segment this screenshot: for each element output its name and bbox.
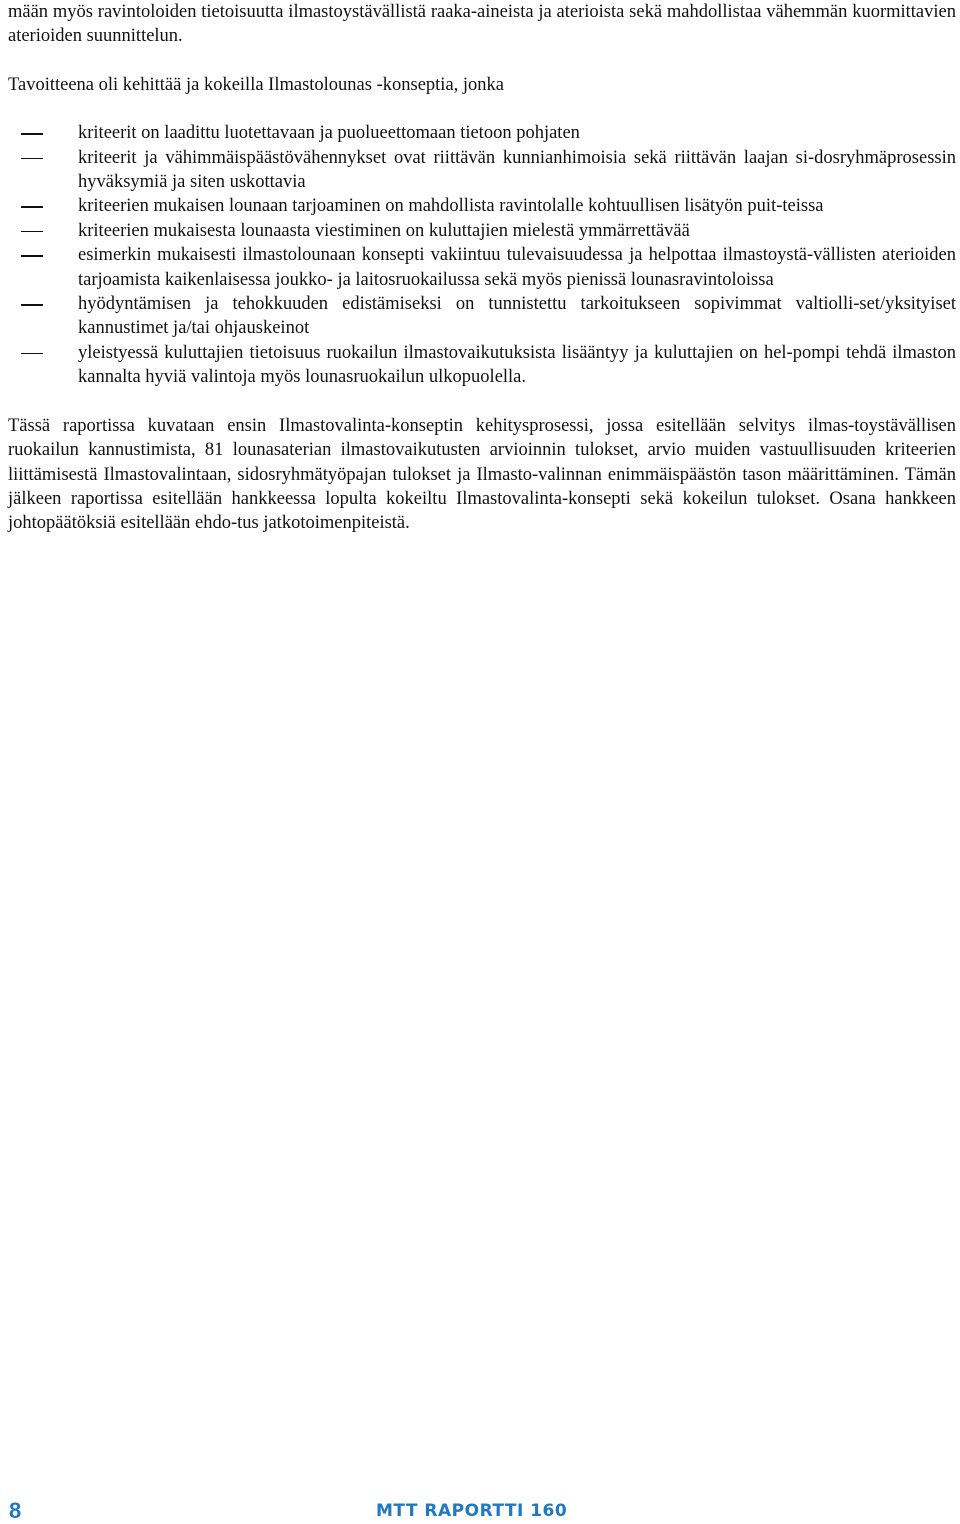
page-body [8,0,956,536]
list-item: kriteerien mukaisesta lounaasta viestiminen on kuluttajien mielestä ymmärrettävää [8,219,956,243]
series-title: MTT RAPORTTI 160 [376,1501,568,1521]
paragraph-report-overview: Tässä raportissa kuvataan ensin Ilmastovalinta-konseptin kehitysprosessi, jossa esitellään selvitys ilmas-toystävällisen ruokailun kannustimista, 81 lounasaterian ilmastovaikutusten arvioinnin tulokset, arvio muiden vastuullisuuden kriteerien liittämisestä Ilmastovalintaan, sidosryhmätyöpajan tulokset ja Ilmasto-valinnan enimmäispäästön tason määrittäminen. Tämän jälkeen raportissa esitellään hankkeessa lopulta kokeiltu Ilmastovalinta-konsepti sekä kokeilun tulokset. Osana hankkeen johtopäätöksiä esitellään ehdo-tus jatkotoimenpiteistä. [8,415,956,534]
list-item: esimerkin mukaisesti ilmastolounaan konsepti vakiintuu tulevaisuudessa ja helpottaa ilmastoystä-vällisten aterioiden tarjoamista kaikenlaisessa joukko- ja laitosruokailussa sekä myös pienissä lounasravintoloissa [8,243,956,292]
dash-bullet-icon [21,206,43,208]
dash-bullet-icon [21,158,43,160]
paragraph-continuation: mään myös ravintoloiden tietoisuutta ilmastoystävällistä raaka-aineista ja aterioista sekä mahdollistaa vähemmän kuormittavien aterioiden suunnittelun. [8,2,956,47]
dash-bullet-icon [21,304,43,306]
dash-bullet-icon [21,231,43,233]
page-number: 8 [9,1498,22,1523]
list-item: hyödyntämisen ja tehokkuuden edistämiseksi on tunnistettu tarkoitukseen sopivimmat valtiolli-set/yksityiset kannustimet ja/tai ohjauskeinot [8,292,956,341]
list-item: kriteerit ja vähimmäispäästövähennykset ovat riittävän kunnianhimoisia sekä riittävän laajan si-dosryhmäprosessin hyväksymiä ja siten uskottavia [8,146,956,195]
dash-bullet-icon [21,353,43,355]
list-item: yleistyessä kuluttajien tietoisuus ruokailun ilmastovaikutuksista lisääntyy ja kuluttajien on hel-pompi tehdä ilmaston kannalta hyviä valintoja myös lounasruokailun ulkopuolella. [8,341,956,390]
dash-bullet-icon [21,255,43,257]
list-item: kriteerien mukaisen lounaan tarjoaminen on mahdollista ravintolalle kohtuullisen lisätyön puit-teissa [8,194,956,218]
paragraph-intro: Tavoitteena oli kehittää ja kokeilla Ilmastolounas -konseptia, jonka [8,74,505,95]
dash-bullet-icon [21,133,43,135]
objectives-list [8,121,956,389]
list-item: kriteerit on laadittu luotettavaan ja puolueettomaan tietoon pohjaten [8,121,956,145]
